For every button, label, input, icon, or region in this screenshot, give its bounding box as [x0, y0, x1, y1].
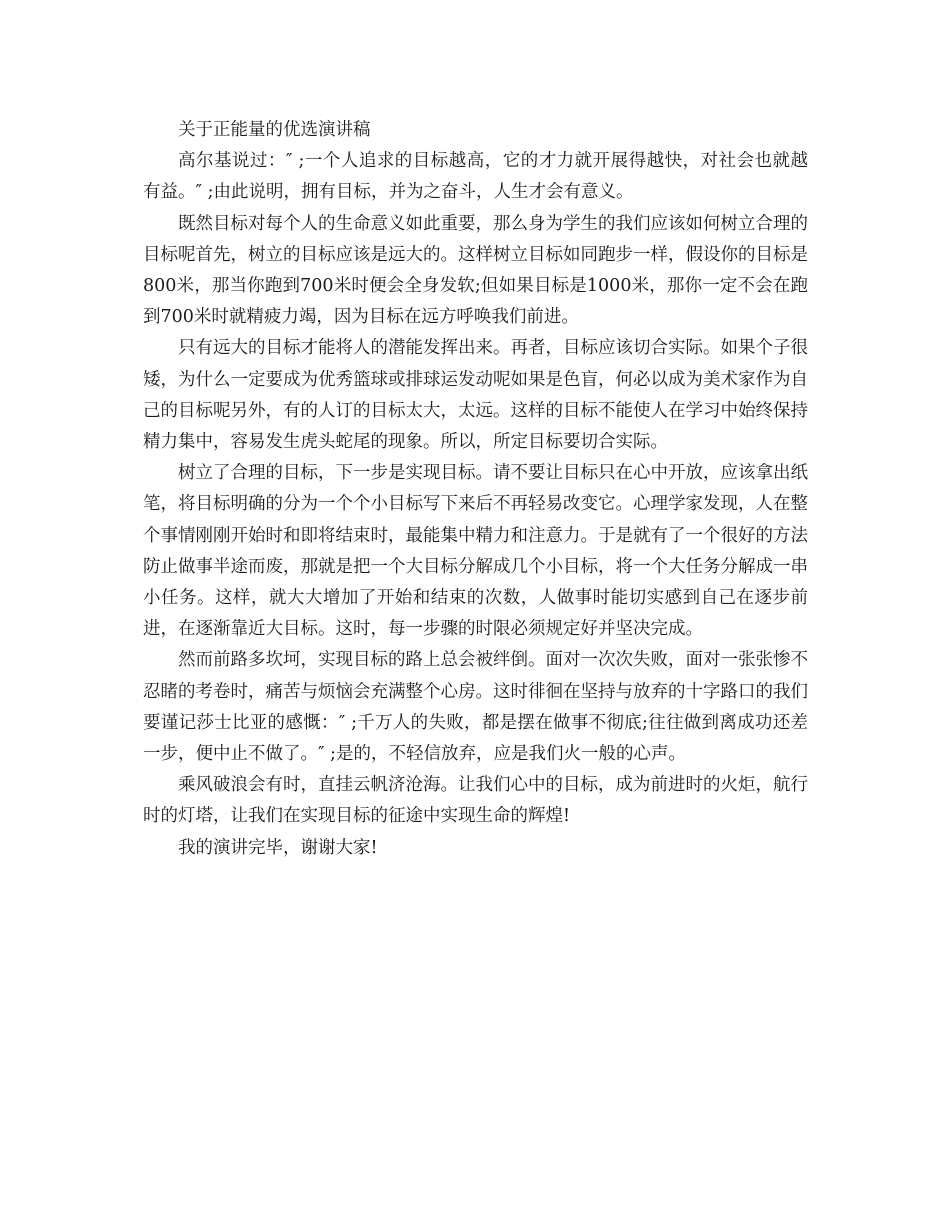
- paragraph-3: 只有远大的目标才能将人的潜能发挥出来。再者，目标应该切合实际。如果个子很矮，为什么一定要成为优秀篮球或排球运发动呢如果是色盲，何必以成为美术家作为自己的目标呢另外，有的人订的目标太大，太远。这样的目标不能使人在学习中始终保持精力集中，容易发生虎头蛇尾的现象。所以，所定目标要切合实际。: [143, 338, 808, 453]
- paragraph-5: 然而前路多坎坷，实现目标的路上总会被绊倒。面对一次次失败，面对一张张惨不忍睹的考卷时，痛苦与烦恼会充满整个心房。这时徘徊在坚持与放弃的十字路口的我们要谨记莎士比亚的感慨：″ ;千万人的失败，都是摆在做事不彻底;往往做到离成功还差一步，便中止不做了。″ ;是的，不轻信放弃，应是我们火一般的心声。: [143, 650, 808, 765]
- document-body: [143, 115, 808, 864]
- paragraph-1: 高尔基说过：″ ;一个人追求的目标越高，它的才力就开展得越快，对社会也就越有益。″ ;由此说明，拥有目标，并为之奋斗，人生才会有意义。: [143, 151, 808, 203]
- paragraph-2: 既然目标对每个人的生命意义如此重要，那么身为学生的我们应该如何树立合理的目标呢首先，树立的目标应该是远大的。这样树立目标如同跑步一样，假设你的目标是800米，那当你跑到700米时便会全身发软;但如果目标是1000米，那你一定不会在跑到700米时就精疲力竭，因为目标在远方呼唤我们前进。: [143, 213, 808, 328]
- paragraph-4: 树立了合理的目标，下一步是实现目标。请不要让目标只在心中开放，应该拿出纸笔，将目标明确的分为一个个小目标写下来后不再轻易改变它。心理学家发现，人在整个事情刚刚开始时和即将结束时，最能集中精力和注意力。于是就有了一个很好的方法防止做事半途而废，那就是把一个大目标分解成几个小目标，将一个大任务分解成一串小任务。这样，就大大增加了开始和结束的次数，人做事时能切实感到自己在逐步前进，在逐渐靠近大目标。这时，每一步骤的时限必须规定好并坚决完成。: [143, 463, 808, 640]
- paragraph-7: 我的演讲完毕，谢谢大家!: [178, 837, 378, 858]
- paragraph-6: 乘风破浪会有时，直挂云帆济沧海。让我们心中的目标，成为前进时的火炬，航行时的灯塔，让我们在实现目标的征途中实现生命的辉煌!: [143, 775, 808, 827]
- document-title: 关于正能量的优选演讲稿: [178, 120, 371, 140]
